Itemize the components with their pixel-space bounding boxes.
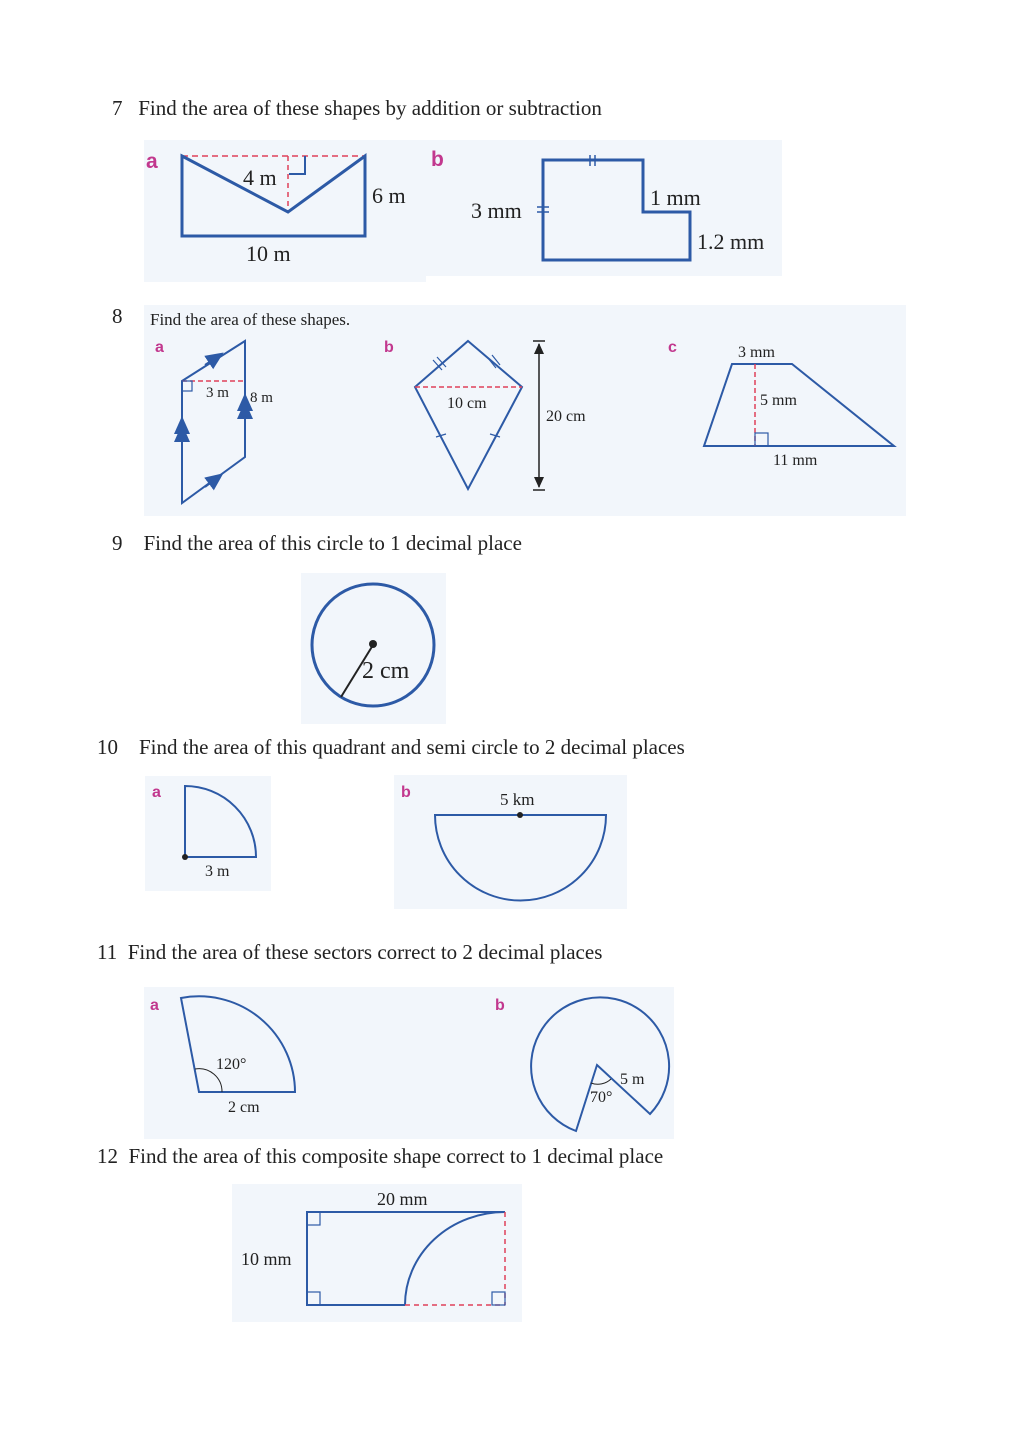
label-height: 5 mm — [760, 392, 797, 409]
label-base: 11 mm — [773, 452, 818, 469]
centre-point — [182, 854, 188, 860]
semicircle — [435, 815, 606, 901]
figure-label: a — [155, 339, 164, 356]
label-height: 8 m — [250, 390, 273, 406]
question-number: 11 — [97, 940, 118, 964]
kite — [415, 341, 522, 489]
q8a-figure — [155, 339, 273, 503]
label-radius: 2 cm — [228, 1099, 260, 1116]
sector — [181, 996, 295, 1092]
label-radius: 2 cm — [362, 658, 410, 684]
question-text: Find the area of this circle to 1 decimal place — [143, 531, 522, 555]
q11b-figure — [495, 997, 669, 1131]
label-left: 3 mm — [471, 198, 522, 223]
figure-label: b — [401, 784, 411, 801]
l-shape — [543, 160, 690, 260]
label-step: 1 mm — [650, 185, 701, 210]
q7b-figure — [431, 148, 764, 260]
label-angle: 120° — [216, 1056, 247, 1073]
q8c-figure — [668, 339, 894, 469]
label-diag2: 20 cm — [546, 408, 586, 425]
q8-heading: Find the area of these shapes. — [150, 310, 351, 329]
figure-label: a — [146, 150, 158, 173]
label-diameter: 5 km — [500, 790, 535, 809]
figure-label: b — [431, 148, 444, 171]
q8b-figure — [384, 339, 586, 490]
parallelogram — [182, 341, 245, 503]
quadrant — [185, 786, 256, 857]
question-number: 8 — [112, 304, 123, 328]
figure-label: a — [150, 997, 159, 1014]
question-text: Find the area of these sectors correct to 2 decimal places — [127, 940, 603, 964]
label-base: 3 m — [206, 385, 229, 401]
q11a-figure — [150, 996, 295, 1116]
q9-figure — [312, 584, 434, 706]
label-angle: 70° — [590, 1089, 613, 1106]
q12-figure — [241, 1189, 505, 1305]
figure-label: a — [152, 784, 161, 801]
question-text: Find the area of this composite shape correct to 1 decimal place — [128, 1144, 664, 1168]
label-radius: 5 m — [620, 1071, 645, 1088]
question-number: 10 — [97, 735, 118, 759]
centre-point — [517, 812, 523, 818]
trapezium — [704, 364, 894, 446]
figure-label: b — [495, 997, 505, 1014]
label-width: 10 m — [246, 241, 291, 266]
label-height: 10 mm — [241, 1249, 292, 1269]
right-angle-mark — [289, 156, 305, 174]
question-number: 7 — [112, 96, 123, 120]
figure-label: c — [668, 339, 677, 356]
label-top: 3 mm — [738, 344, 775, 361]
label-width: 20 mm — [377, 1189, 428, 1209]
label-height: 6 m — [372, 183, 406, 208]
q7a-figure — [146, 150, 406, 266]
question-text: Find the area of these shapes by addition or subtraction — [138, 96, 602, 120]
q10b-figure — [401, 784, 606, 901]
quarter-arc — [405, 1212, 505, 1305]
question-number: 12 — [97, 1144, 118, 1168]
centre-point — [369, 640, 377, 648]
label-top: 4 m — [243, 165, 277, 190]
label-diag1: 10 cm — [447, 395, 487, 412]
figure-label: b — [384, 339, 394, 356]
question-number: 9 — [112, 531, 123, 555]
label-radius: 3 m — [205, 863, 230, 880]
q10a-figure — [152, 784, 256, 880]
question-text: Find the area of this quadrant and semi circle to 2 decimal places — [139, 735, 685, 759]
major-sector — [531, 997, 669, 1131]
label-right: 1.2 mm — [697, 229, 765, 254]
